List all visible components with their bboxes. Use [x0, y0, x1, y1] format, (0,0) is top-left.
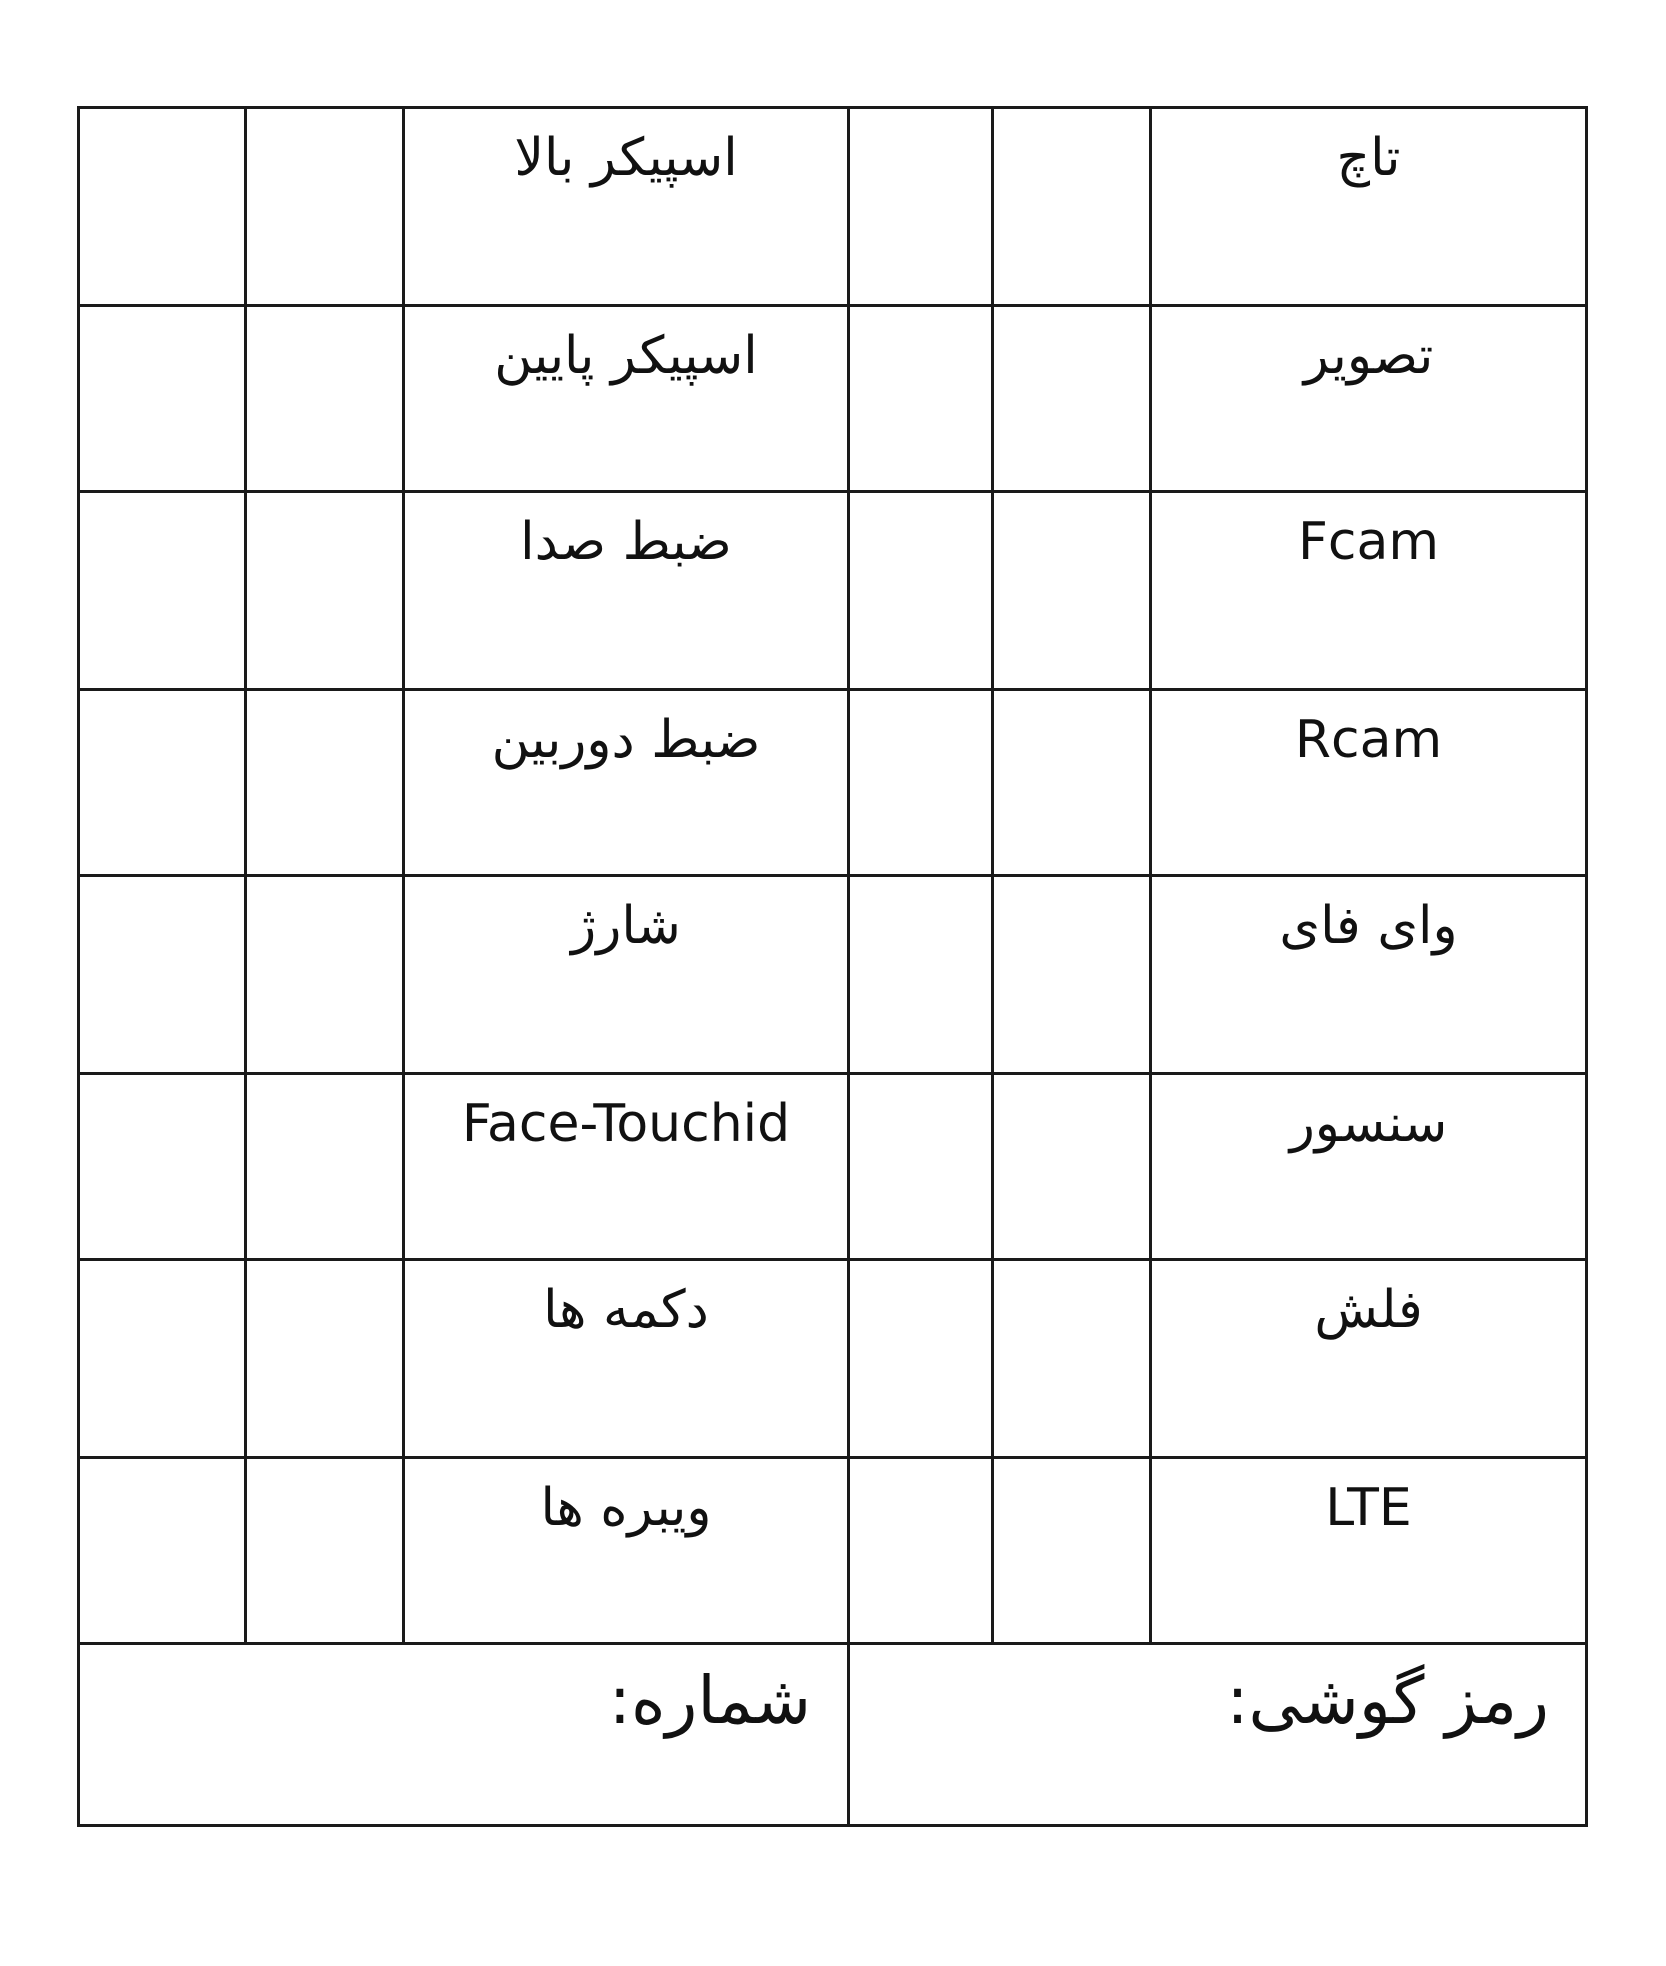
left-result-cell-b[interactable] — [246, 306, 404, 492]
left-result-cell-b[interactable] — [246, 876, 404, 1074]
left-result-cell-b[interactable] — [246, 108, 404, 306]
right-result-cell-a[interactable] — [849, 306, 993, 492]
right-result-cell-b[interactable] — [993, 492, 1151, 690]
checklist-row — [79, 306, 1587, 492]
item-label: شارژ — [571, 896, 681, 956]
left-item-cell — [404, 690, 849, 876]
left-result-cell-b[interactable] — [246, 1260, 404, 1458]
left-result-cell-a[interactable] — [79, 492, 246, 690]
checklist-row — [79, 1260, 1587, 1458]
right-item-cell — [1151, 306, 1587, 492]
right-item-cell — [1151, 1260, 1587, 1458]
right-item-cell — [1151, 108, 1587, 306]
right-result-cell-b[interactable] — [993, 1260, 1151, 1458]
left-item-cell — [404, 306, 849, 492]
item-label: سنسور — [1289, 1094, 1448, 1154]
left-result-cell-a[interactable] — [79, 1458, 246, 1644]
item-label: تصویر — [1303, 326, 1434, 386]
right-result-cell-a[interactable] — [849, 876, 993, 1074]
right-result-cell-a[interactable] — [849, 492, 993, 690]
left-result-cell-b[interactable] — [246, 690, 404, 876]
left-result-cell-b[interactable] — [246, 1074, 404, 1260]
item-label: تاچ — [1336, 128, 1401, 188]
left-result-cell-b[interactable] — [246, 492, 404, 690]
item-label: Rcam — [1294, 710, 1443, 770]
left-item-cell — [404, 108, 849, 306]
right-result-cell-a[interactable] — [849, 1458, 993, 1644]
item-label: ضبط صدا — [520, 512, 732, 572]
item-label: اسپیکر پایین — [494, 326, 758, 386]
right-result-cell-b[interactable] — [993, 306, 1151, 492]
checklist-row — [79, 492, 1587, 690]
right-item-cell — [1151, 492, 1587, 690]
right-result-cell-a[interactable] — [849, 1260, 993, 1458]
phone-password-field[interactable] — [849, 1644, 1587, 1826]
right-result-cell-a[interactable] — [849, 1074, 993, 1260]
item-label: Fcam — [1297, 512, 1440, 572]
right-item-cell — [1151, 690, 1587, 876]
phone-number-label: شماره: — [608, 1662, 811, 1739]
left-result-cell-a[interactable] — [79, 876, 246, 1074]
checklist-row — [79, 1074, 1587, 1260]
checklist-row — [79, 108, 1587, 306]
item-label: وای فای — [1279, 896, 1458, 956]
left-item-cell — [404, 876, 849, 1074]
left-item-cell — [404, 1260, 849, 1458]
right-result-cell-b[interactable] — [993, 1074, 1151, 1260]
phone-password-label: رمز گوشی: — [1226, 1662, 1549, 1739]
phone-number-field[interactable] — [79, 1644, 849, 1826]
left-item-cell — [404, 1458, 849, 1644]
right-result-cell-a[interactable] — [849, 108, 993, 306]
checklist-row — [79, 876, 1587, 1074]
right-result-cell-b[interactable] — [993, 876, 1151, 1074]
item-label: LTE — [1325, 1478, 1412, 1538]
left-item-cell — [404, 492, 849, 690]
item-label: Face-Touchid — [461, 1094, 791, 1154]
item-label: اسپیکر بالا — [514, 128, 738, 188]
item-label: ضبط دوربین — [491, 710, 761, 770]
right-result-cell-b[interactable] — [993, 690, 1151, 876]
device-test-checklist-table — [77, 106, 1588, 1827]
item-label: فلش — [1314, 1280, 1423, 1340]
right-result-cell-a[interactable] — [849, 690, 993, 876]
left-result-cell-a[interactable] — [79, 1074, 246, 1260]
right-item-cell — [1151, 1458, 1587, 1644]
checklist-row — [79, 1458, 1587, 1644]
left-result-cell-b[interactable] — [246, 1458, 404, 1644]
left-item-cell — [404, 1074, 849, 1260]
checklist-footer-row — [79, 1644, 1587, 1826]
left-result-cell-a[interactable] — [79, 690, 246, 876]
left-result-cell-a[interactable] — [79, 306, 246, 492]
left-result-cell-a[interactable] — [79, 108, 246, 306]
left-result-cell-a[interactable] — [79, 1260, 246, 1458]
right-item-cell — [1151, 876, 1587, 1074]
right-result-cell-b[interactable] — [993, 108, 1151, 306]
item-label: ویبره ها — [540, 1478, 712, 1538]
checklist-row — [79, 690, 1587, 876]
right-item-cell — [1151, 1074, 1587, 1260]
right-result-cell-b[interactable] — [993, 1458, 1151, 1644]
item-label: دکمه ها — [543, 1280, 709, 1340]
checklist-body — [79, 108, 1587, 1826]
